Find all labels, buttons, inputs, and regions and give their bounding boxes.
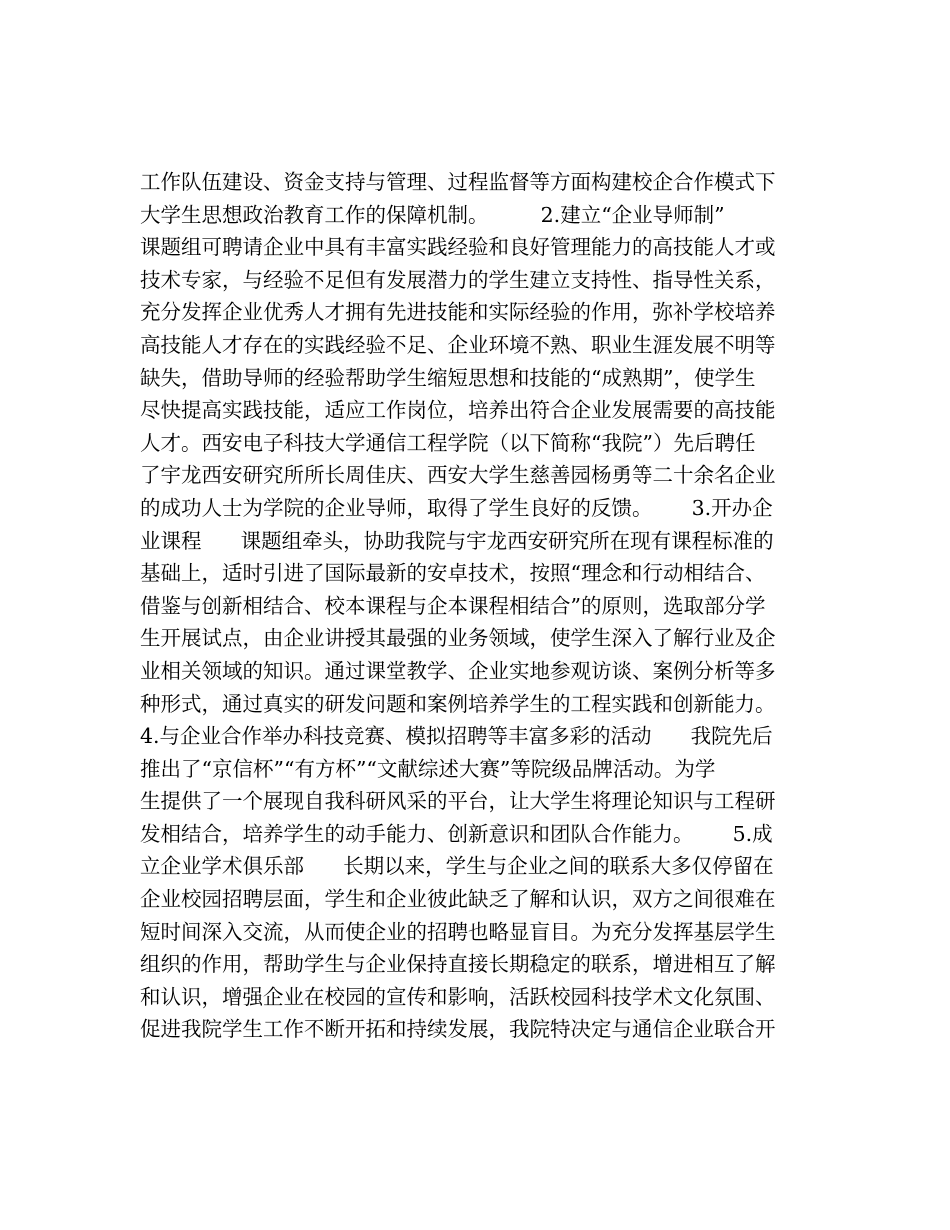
text-line-19: 推出了“京信杯”“有方杯”“文献综述大赛”等院级品牌活动。为学: [140, 756, 716, 781]
text-line-10: 了宇龙西安研究所所长周佳庆、西安大学生慈善园杨勇等二十余名企业: [140, 463, 776, 488]
text-line-15: 生开展试点，由企业讲授其最强的业务领域，使学生深入了解行业及企: [140, 626, 776, 651]
body-text: [140, 166, 820, 1046]
text-line-9: 人才。西安电子科技大学通信工程学院（以下简称“我院”）先后聘任: [140, 430, 756, 455]
text-line-21: 发相结合，培养学生的动手能力、创新意识和团队合作能力。 5.成: [140, 821, 773, 846]
text-line-11: 的成功人士为学院的企业导师，取得了学生良好的反馈。 3.开办企: [140, 495, 773, 520]
text-line-7: 缺失，借助导师的经验帮助学生缩短思想和技能的“成熟期”，使学生: [140, 365, 756, 390]
text-line-24: 短时间深入交流，从而使企业的招聘也略显盲目。为充分发挥基层学生: [140, 919, 776, 944]
text-line-2: 大学生思想政治教育工作的保障机制。 2.建立“企业导师制”: [140, 202, 725, 227]
text-line-14: 借鉴与创新相结合、校本课程与企本课程相结合”的原则，选取部分学: [140, 593, 766, 618]
text-line-16: 业相关领域的知识。通过课堂教学、企业实地参观访谈、案例分析等多: [140, 658, 776, 683]
text-line-18: 4.与企业合作举办科技竞赛、模拟招聘等丰富多彩的活动 我院先后: [140, 724, 773, 749]
text-line-4: 技术专家，与经验不足但有发展潜力的学生建立支持性、指导性关系，: [140, 267, 776, 292]
text-line-27: 促进我院学生工作不断开拓和持续发展，我院特决定与通信企业联合开: [140, 1017, 776, 1042]
text-line-22: 立企业学术俱乐部 长期以来，学生与企业之间的联系大多仅停留在: [140, 854, 774, 879]
text-line-23: 企业校园招聘层面，学生和企业彼此缺乏了解和认识，双方之间很难在: [140, 887, 776, 912]
text-line-25: 组织的作用，帮助学生与企业保持直接长期稳定的联系，增进相互了解: [140, 952, 776, 977]
text-line-3: 课题组可聘请企业中具有丰富实践经验和良好管理能力的高技能人才或: [140, 235, 776, 260]
text-line-26: 和认识，增强企业在校园的宣传和影响，活跃校园科技学术文化氛围、: [140, 984, 776, 1009]
text-line-1: 工作队伍建设、资金支持与管理、过程监督等方面构建校企合作模式下: [140, 170, 776, 194]
text-line-8: 尽快提高实践技能，适应工作岗位，培养出符合企业发展需要的高技能: [140, 398, 776, 423]
text-line-17: 种形式，通过真实的研发问题和案例培养学生的工程实践和创新能力。: [140, 691, 776, 716]
text-line-6: 高技能人才存在的实践经验不足、企业环境不熟、职业生涯发展不明等: [140, 332, 776, 357]
text-line-13: 基础上，适时引进了国际最新的安卓技术，按照“理念和行动相结合、: [140, 561, 766, 586]
text-line-20: 生提供了一个展现自我科研风采的平台，让大学生将理论知识与工程研: [140, 789, 776, 814]
text-line-12: 业课程 课题组牵头，协助我院与宇龙西安研究所在现有课程标准的: [140, 528, 774, 553]
text-line-5: 充分发挥企业优秀人才拥有先进技能和实际经验的作用，弥补学校培养: [140, 300, 776, 325]
